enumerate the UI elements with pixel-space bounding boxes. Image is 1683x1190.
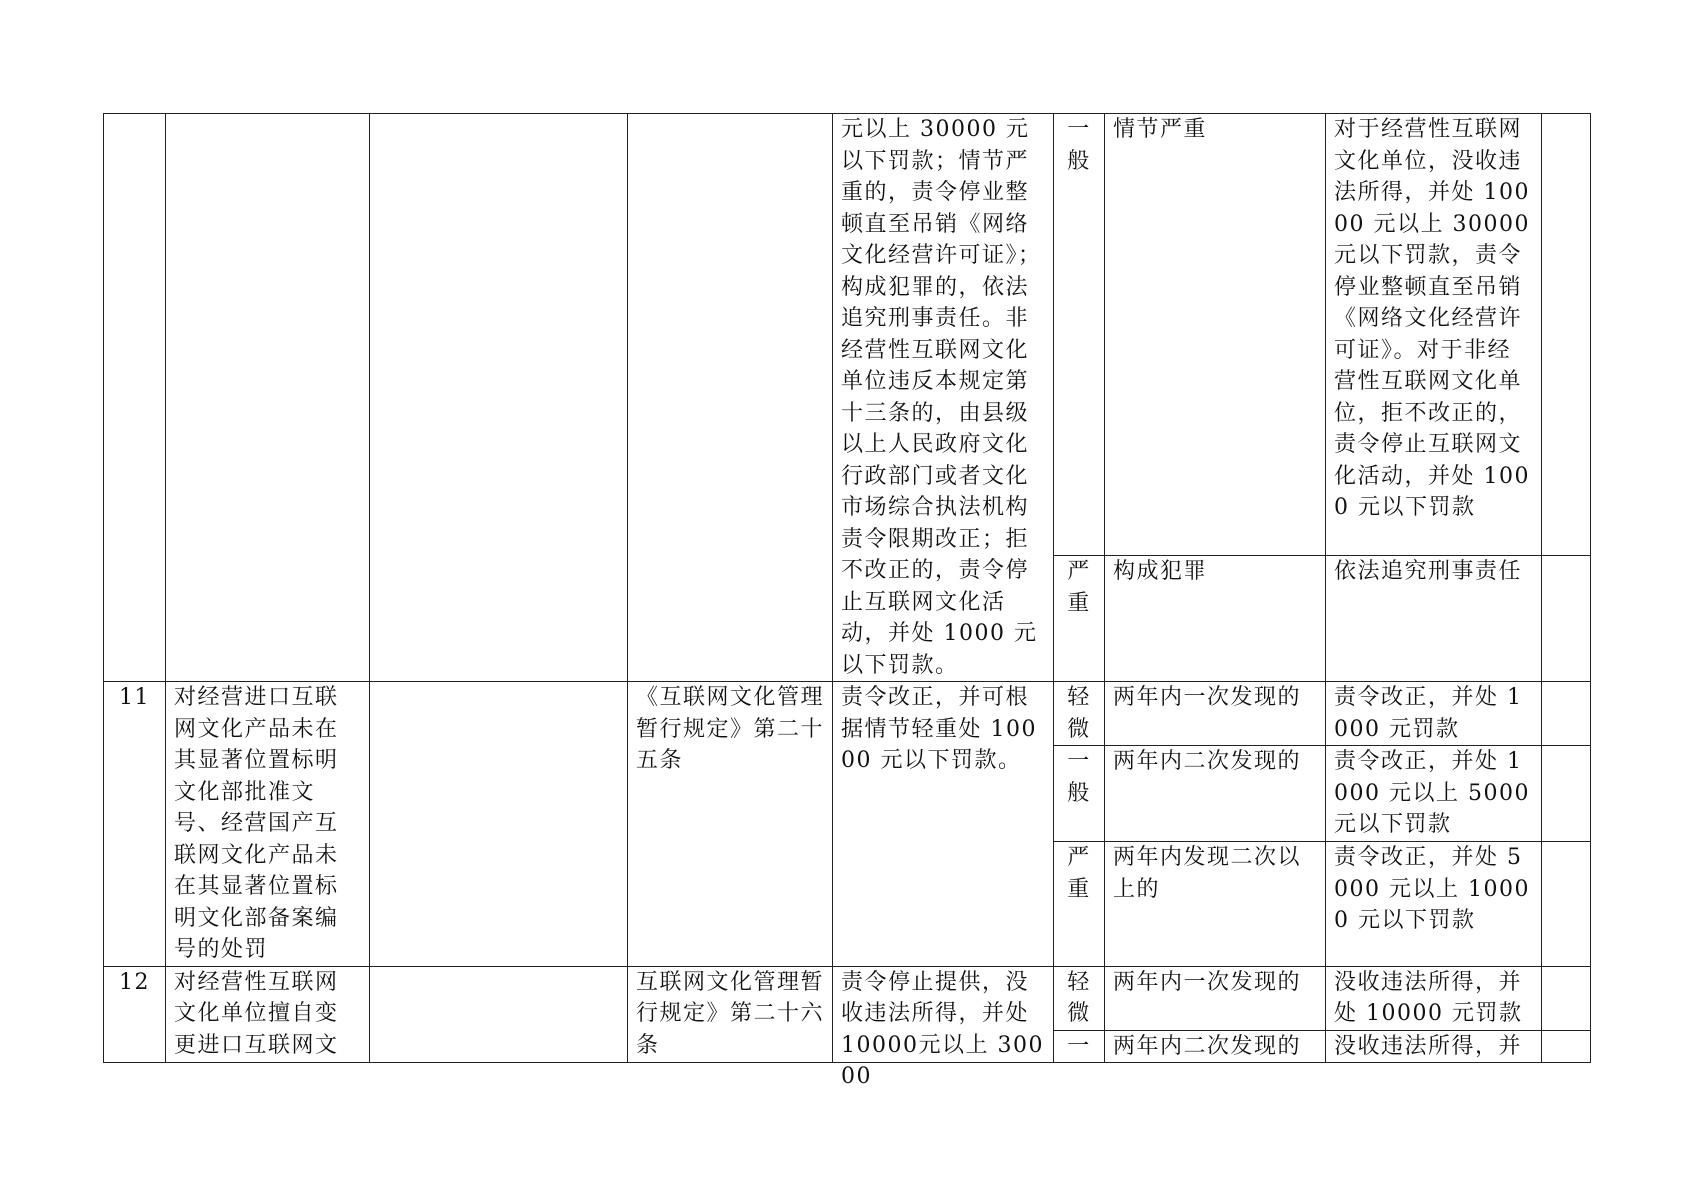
item-cell: 对经营进口互联网文化产品未在其显著位置标明文化部批准文号、经营国产互联网文化产品未在其显著位置标明文化部备案编号的处罚 [166, 682, 370, 967]
basis-text: 互联网文化管理暂行规定》第二十六条 [636, 969, 825, 1058]
provision-text: 责令停止提供，没收违法所得，并处 10000元以上 30000 [841, 969, 1044, 1089]
item-cell [166, 966, 370, 1063]
empty-cell [370, 114, 628, 682]
provision-cell: 责令改正，并可根据情节轻重处 10000 元以下罚款。 [833, 682, 1054, 967]
basis-cell: 《互联网文化管理暂行规定》第二十五条 [628, 682, 833, 967]
circumstance-cell: 两年内一次发现的 [1105, 682, 1326, 746]
table-row [104, 682, 1591, 746]
provision-cell: 元以上 30000 元以下罚款；情节严重的，责令停业整顿直至吊销《网络文化经营许可证》；构成犯罪的，依法追究刑事责任。非经营性互联网文化单位违反本规定第十三条的，由县级以上人民政府文化行政部门或者文化市场综合执法机构责令限期改正；拒不改正的，责令停止互联网文化活动，并处 1000 元以下罚款。 [833, 114, 1054, 682]
remark-cell [1542, 842, 1591, 966]
level-cell: 严重 [1054, 556, 1105, 682]
level-cell: 严重 [1054, 842, 1105, 966]
row-number-cell: 11 [104, 682, 166, 967]
standard-text: 没收违法所得，并 [1334, 1033, 1523, 1059]
circumstance-cell: 两年内发现二次以上的 [1105, 842, 1326, 966]
table-row [104, 966, 1591, 1030]
item-text: 对经营性互联网文化单位擅自变更进口互联网文 [174, 969, 339, 1058]
circumstance-cell: 构成犯罪 [1105, 556, 1326, 682]
level-cell: 轻微 [1054, 682, 1105, 746]
standard-cell: 依法追究刑事责任 [1326, 556, 1542, 682]
level-cell: 一般 [1054, 746, 1105, 842]
provision-cell [833, 966, 1054, 1089]
table-row [104, 114, 1591, 556]
remark-cell [1542, 1030, 1591, 1063]
standard-cell: 责令改正，并处 1000 元以上 5000 元以下罚款 [1326, 746, 1542, 842]
level-cell: 轻微 [1054, 966, 1105, 1030]
remark-cell [1542, 966, 1591, 1030]
level-cell: 一般 [1054, 114, 1105, 556]
circumstance-cell: 两年内二次发现的 [1105, 746, 1326, 842]
standard-cell: 责令改正，并处 1000 元罚款 [1326, 682, 1542, 746]
circumstance-cell: 两年内一次发现的 [1105, 966, 1326, 1030]
standard-cell: 责令改正，并处 5000 元以上 10000 元以下罚款 [1326, 842, 1542, 966]
remark-cell [1542, 114, 1591, 556]
level-cell: 一 [1054, 1030, 1105, 1063]
basis-cell [628, 966, 833, 1063]
row-number-cell [104, 114, 166, 682]
row-number-cell: 12 [104, 966, 166, 1063]
basis-cell [628, 114, 833, 682]
penalty-standards-table [103, 113, 1591, 1089]
item-cell [166, 114, 370, 682]
standard-cell: 没收违法所得，并处 10000 元罚款 [1326, 966, 1542, 1030]
circumstance-cell: 两年内二次发现的 [1105, 1030, 1326, 1063]
remark-cell [1542, 746, 1591, 842]
remark-cell [1542, 682, 1591, 746]
empty-cell [370, 682, 628, 967]
circumstance-cell: 情节严重 [1105, 114, 1326, 556]
empty-cell [370, 966, 628, 1063]
standard-cell: 对于经营性互联网文化单位，没收违法所得，并处 10000 元以上 30000 元以下罚款，责令停业整顿直至吊销《网络文化经营许可证》。对于非经营性互联网文化单位，拒不改正的，责令停止互联网文化活动，并处 1000 元以下罚款 [1326, 114, 1542, 556]
standard-cell [1326, 1030, 1542, 1063]
remark-cell [1542, 556, 1591, 682]
